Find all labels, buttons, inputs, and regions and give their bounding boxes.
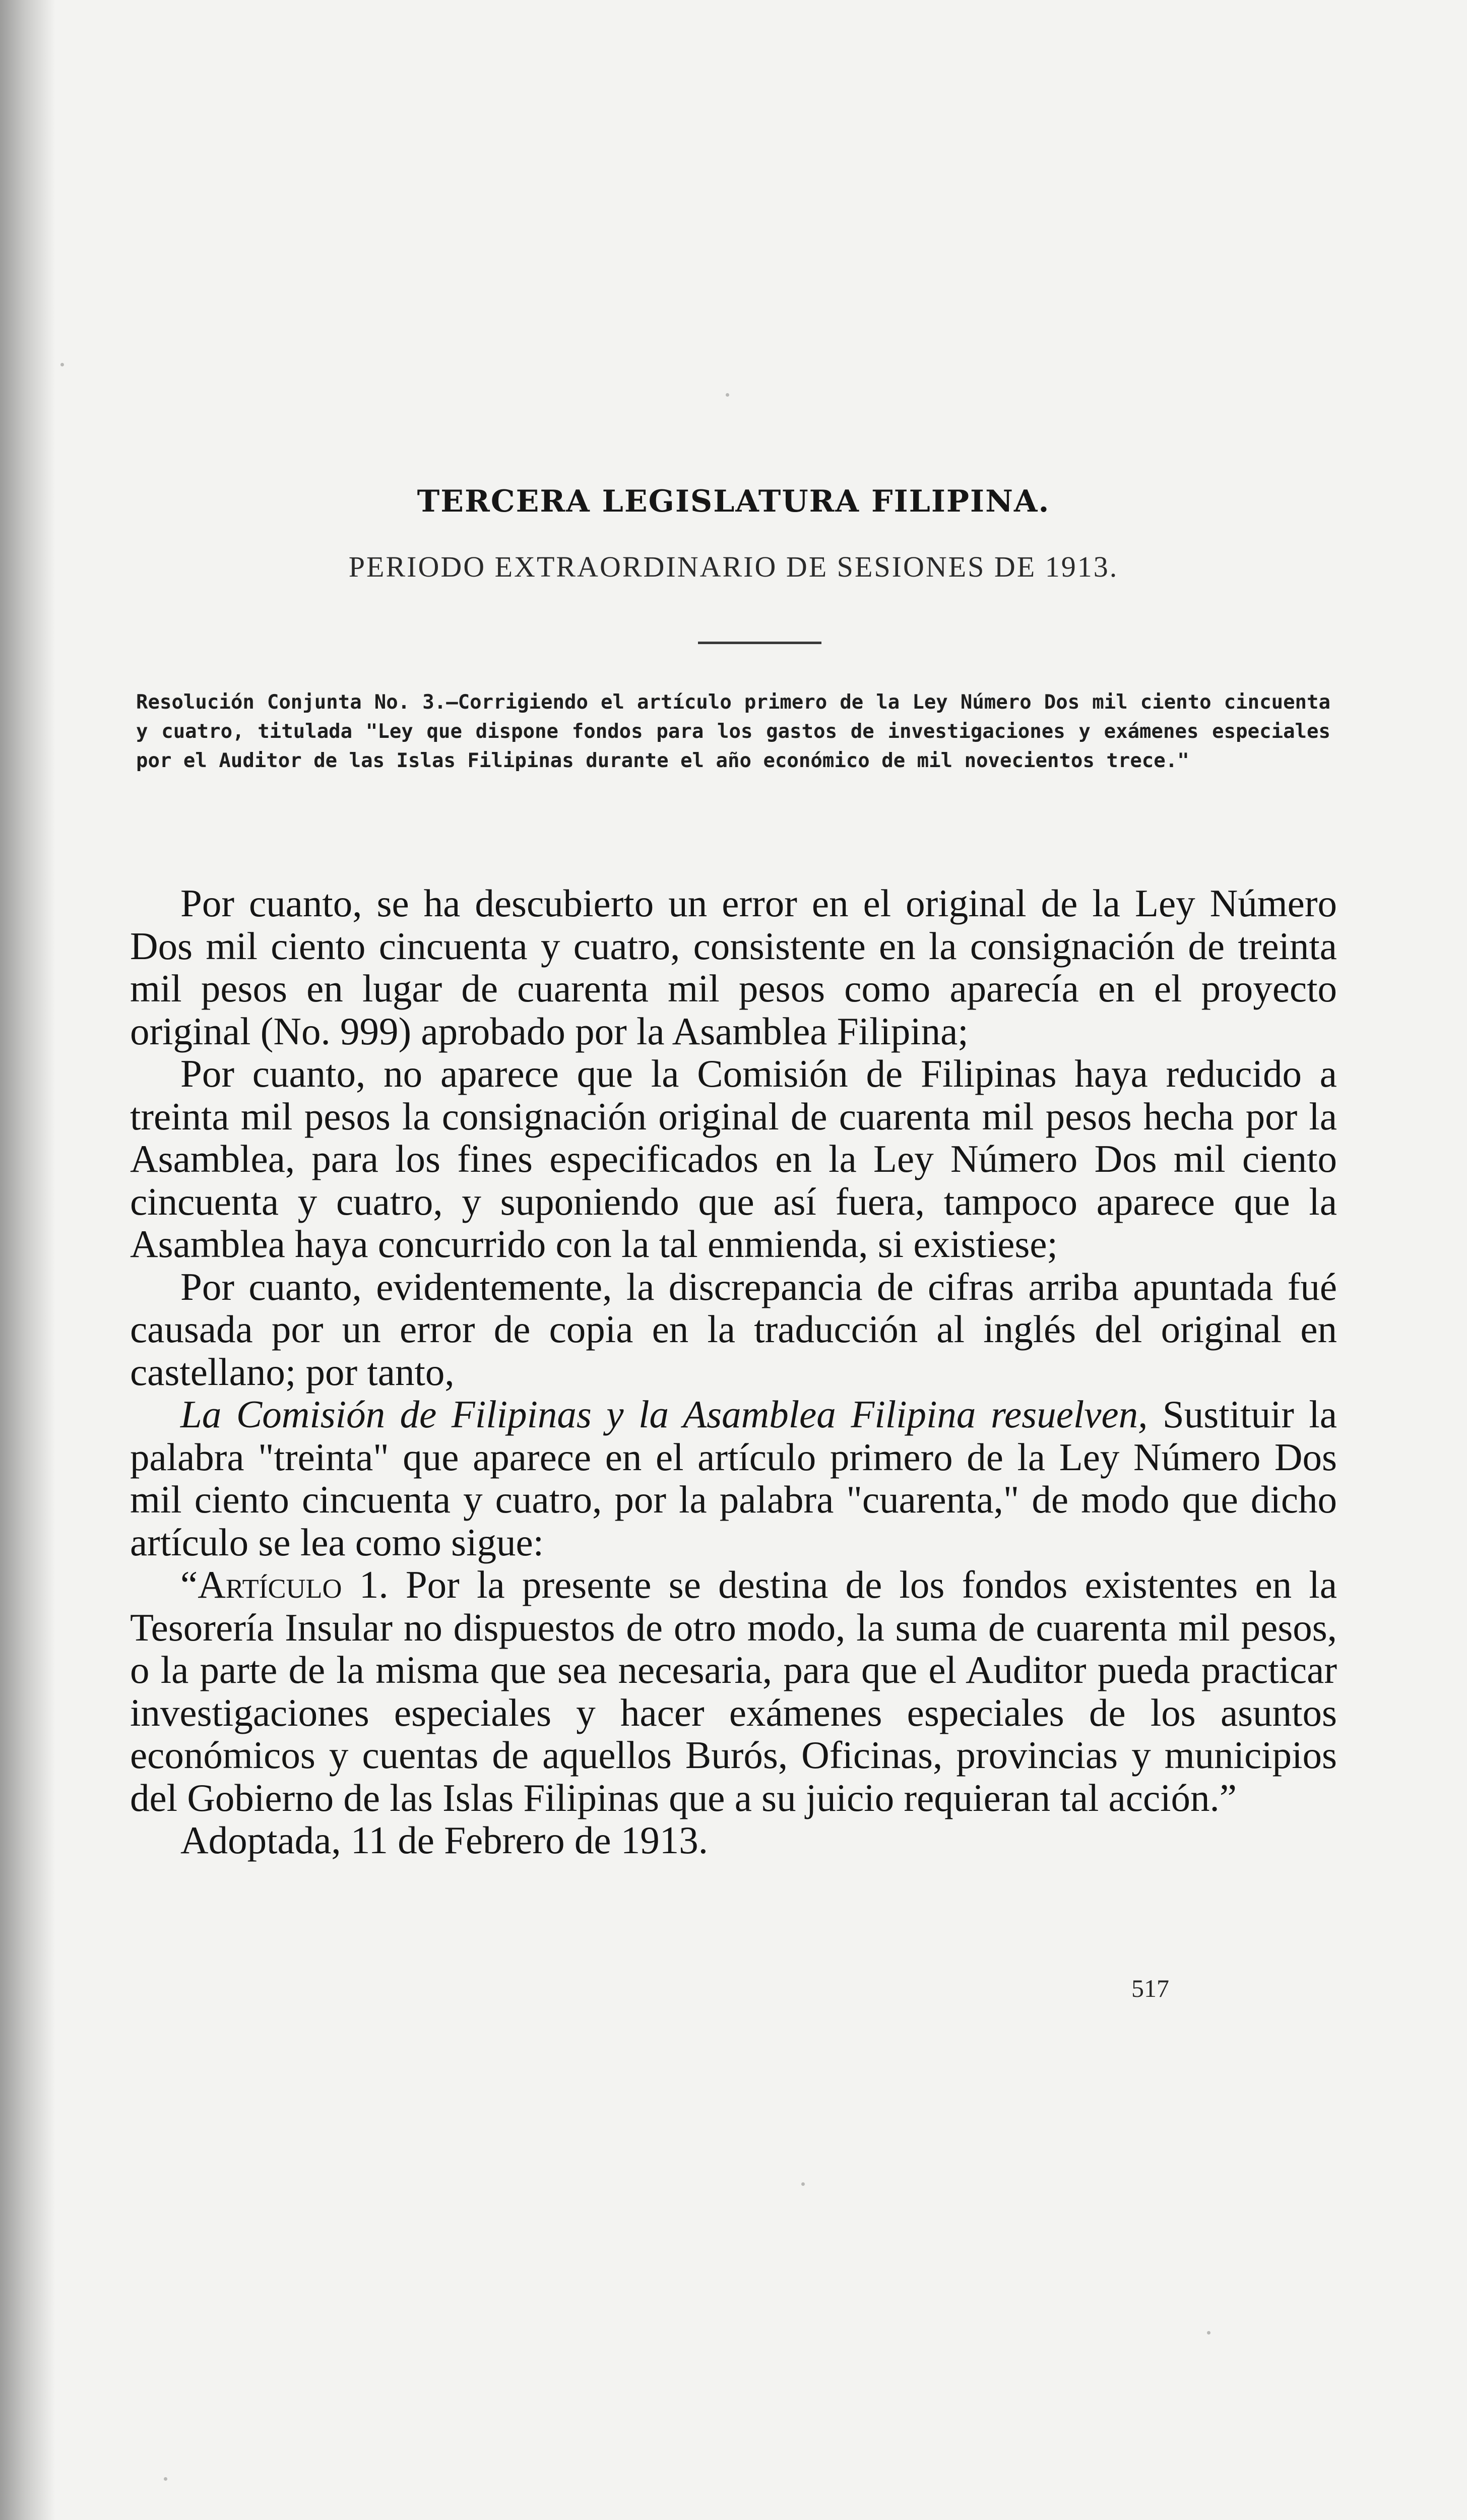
whereas-paragraph-1: Por cuanto, se ha descubierto un error en el original de la Ley Número Dos mil ciento cincuenta y cuatro, consistente en la consignación de treinta mil pesos en lugar de cuarenta mil pesos como aparecía en el proyecto original (No. 999) aprobado por la Asamblea Filipina; bbox=[130, 881, 1337, 1053]
resolution-body bbox=[130, 882, 1337, 1862]
page-edge-shadow bbox=[0, 0, 55, 2520]
resolving-paragraph bbox=[130, 1393, 1337, 1563]
adoption-date: Adoptada, 11 de Febrero de 1913. bbox=[180, 1818, 709, 1862]
page-number: 517 bbox=[1131, 1974, 1169, 2002]
paper-speck bbox=[164, 2477, 167, 2481]
page-subtitle: PERIODO EXTRAORDINARIO DE SESIONES DE 1913. bbox=[348, 550, 1119, 583]
paper-speck bbox=[60, 363, 64, 366]
paper-speck bbox=[726, 393, 729, 397]
paper-speck bbox=[1207, 2331, 1210, 2335]
resolving-clause-text: Sustituir la palabra "treinta" que aparece en el artículo primero de la Ley Número Dos mil ciento cincuenta y cuatro, por la palabra "cuarenta," de modo que dicho artículo se lea como sigue: bbox=[130, 1393, 1337, 1564]
section-divider bbox=[698, 642, 821, 644]
paper-speck bbox=[801, 2182, 805, 2186]
whereas-paragraph-2: Por cuanto, no aparece que la Comisión de Filipinas haya reducido a treinta mil pesos la consignación original de cuarenta mil pesos hecha por la Asamblea, para los fines especificados en la Ley Número Dos mil ciento cincuenta y cuatro, y suponiendo que así fuera, tampoco aparece que la Asamblea haya concurrido con la tal enmienda, si existiese; bbox=[130, 1052, 1337, 1266]
article-label: Artículo bbox=[198, 1563, 342, 1606]
article-opening-quote: “ bbox=[180, 1563, 198, 1606]
article-text: 1. Por la presente se destina de los fondos existentes en la Tesorería Insular no dispuestos de otro modo, la suma de cuarenta mil pesos, o la parte de la misma que sea necesaria, para que el Auditor pueda practicar investigaciones especiales y hacer exámenes especiales de los asuntos económicos y cuentas de aquellos Burós, Oficinas, provincias y municipios del Gobierno de las Islas Filipinas que a su juicio requieran tal acción.” bbox=[130, 1563, 1337, 1819]
resolution-heading: Resolución Conjunta No. 3.—Corrigiendo el artículo primero de la Ley Número Dos mil ciento cincuenta y cuatro, titulada "Ley que dispone fondos para los gastos de investigaciones y exámenes especiales por el Auditor de las Islas Filipinas durante el año económico de mil novecientos trece." bbox=[136, 691, 1330, 772]
page-title: TERCERA LEGISLATURA FILIPINA. bbox=[417, 484, 1050, 519]
resolving-clause-italic: La Comisión de Filipinas y la Asamblea Filipina resuelven, bbox=[180, 1393, 1148, 1436]
article-paragraph bbox=[130, 1563, 1337, 1819]
whereas-paragraph-3: Por cuanto, evidentemente, la discrepancia de cifras arriba apuntada fué causada por un error de copia en la traducción al inglés del original en castellano; por tanto, bbox=[130, 1265, 1337, 1394]
